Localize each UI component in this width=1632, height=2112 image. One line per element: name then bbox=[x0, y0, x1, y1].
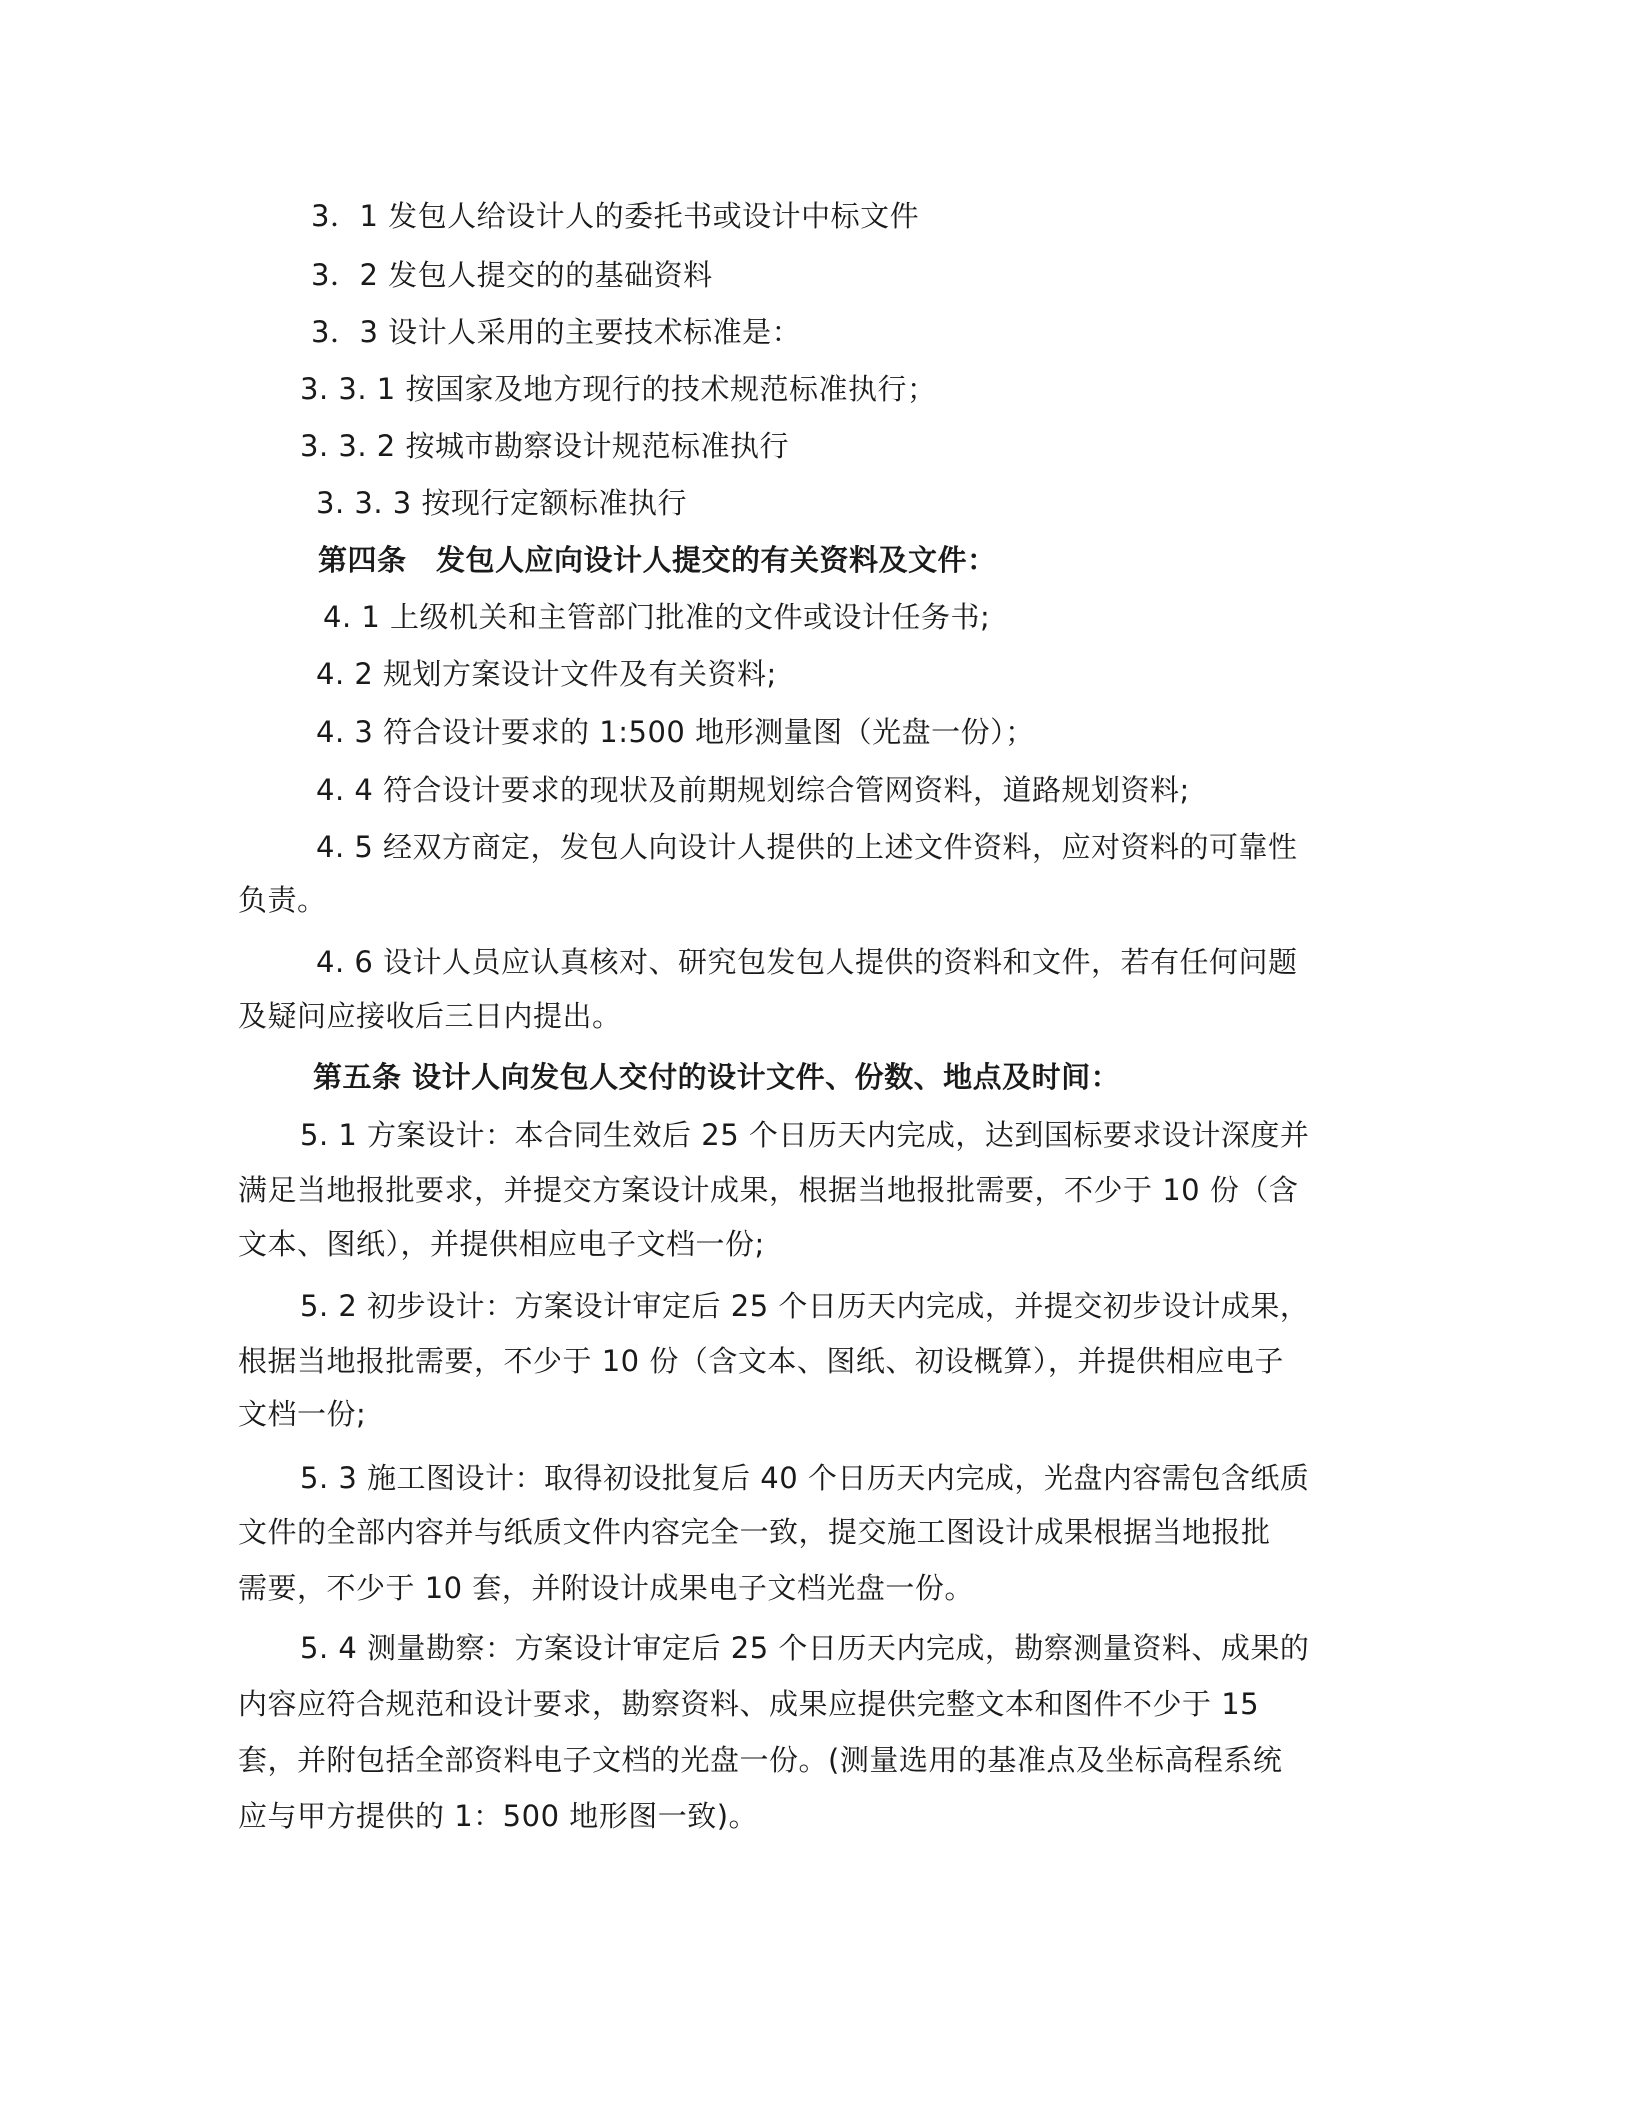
clause-3-3: 3．3 设计人采用的主要技术标准是： bbox=[311, 315, 802, 349]
clause-5-2: 5. 2 初步设计：方案设计审定后 25 个日历天内完成，并提交初步设计成果， bbox=[300, 1289, 1310, 1323]
clause-4-5-cont: 负责。 bbox=[238, 883, 327, 917]
clause-4-5: 4. 5 经双方商定，发包人向设计人提供的上述文件资料，应对资料的可靠性 bbox=[316, 830, 1298, 864]
clause-5-2-cont-1: 根据当地报批需要，不少于 10 份（含文本、图纸、初设概算），并提供相应电子 bbox=[238, 1344, 1284, 1378]
clause-4-6-cont: 及疑问应接收后三日内提出。 bbox=[238, 999, 622, 1033]
clause-4-3: 4. 3 符合设计要求的 1:500 地形测量图（光盘一份）； bbox=[316, 715, 1035, 749]
clause-5-2-cont-2: 文档一份; bbox=[238, 1397, 367, 1431]
clause-4-2: 4. 2 规划方案设计文件及有关资料; bbox=[316, 657, 777, 691]
clause-5-3: 5. 3 施工图设计：取得初设批复后 40 个日历天内完成，光盘内容需包含纸质 bbox=[300, 1461, 1310, 1495]
clause-3-3-3: 3. 3. 3 按现行定额标准执行 bbox=[316, 486, 687, 520]
clause-5-4-cont-2: 套，并附包括全部资料电子文档的光盘一份。(测量选用的基准点及坐标高程系统 bbox=[238, 1743, 1283, 1777]
clause-3-2: 3．2 发包人提交的的基础资料 bbox=[311, 258, 713, 292]
clause-3-1: 3．1 发包人给设计人的委托书或设计中标文件 bbox=[311, 199, 920, 233]
clause-3-3-1: 3. 3. 1 按国家及地方现行的技术规范标准执行； bbox=[300, 372, 937, 406]
clause-5-1-cont-1: 满足当地报批要求，并提交方案设计成果，根据当地报批需要，不少于 10 份（含 bbox=[238, 1173, 1299, 1207]
clause-5-1-cont-2: 文本、图纸），并提供相应电子文档一份; bbox=[238, 1227, 765, 1261]
clause-4-1: 4. 1 上级机关和主管部门批准的文件或设计任务书; bbox=[323, 600, 991, 634]
article-5-heading: 第五条 设计人向发包人交付的设计文件、份数、地点及时间： bbox=[313, 1060, 1121, 1094]
clause-3-3-2: 3. 3. 2 按城市勘察设计规范标准执行 bbox=[300, 429, 789, 463]
clause-5-1: 5. 1 方案设计：本合同生效后 25 个日历天内完成，达到国标要求设计深度并 bbox=[300, 1118, 1310, 1152]
clause-5-4: 5. 4 测量勘察：方案设计审定后 25 个日历天内完成，勘察测量资料、成果的 bbox=[300, 1631, 1310, 1665]
clause-5-4-cont-3: 应与甲方提供的 1：500 地形图一致)。 bbox=[238, 1799, 759, 1833]
article-4-heading: 第四条 发包人应向设计人提交的有关资料及文件： bbox=[318, 543, 997, 577]
clause-5-3-cont-1: 文件的全部内容并与纸质文件内容完全一致，提交施工图设计成果根据当地报批 bbox=[238, 1515, 1271, 1549]
clause-5-3-cont-2: 需要，不少于 10 套，并附设计成果电子文档光盘一份。 bbox=[238, 1571, 974, 1605]
clause-5-4-cont-1: 内容应符合规范和设计要求，勘察资料、成果应提供完整文本和图件不少于 15 bbox=[238, 1687, 1260, 1721]
clause-4-4: 4. 4 符合设计要求的现状及前期规划综合管网资料，道路规划资料; bbox=[316, 773, 1190, 807]
clause-4-6: 4. 6 设计人员应认真核对、研究包发包人提供的资料和文件，若有任何问题 bbox=[316, 945, 1298, 979]
